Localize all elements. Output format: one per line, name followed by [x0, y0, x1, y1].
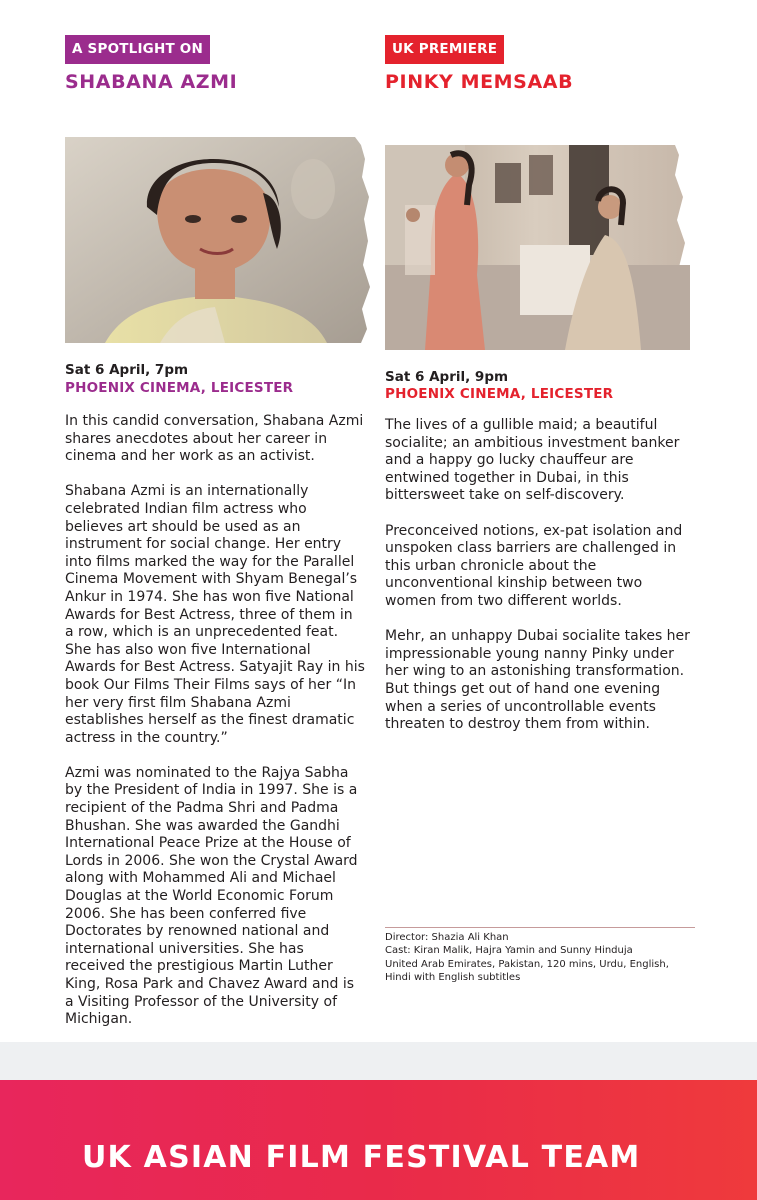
portrait-image: [65, 137, 372, 343]
right-paragraph: The lives of a gullible maid; a beautiful socialite; an ambitious investment banker and a happy go lucky chauffeur are entwined together in Dubai, in this bittersweet take on self-discovery.: [385, 417, 680, 504]
footer-title: UK ASIAN FILM FESTIVAL TEAM: [82, 1140, 641, 1175]
left-paragraph: Azmi was nominated to the Rajya Sabha by the President of India in 1997. She is a recipient of the Padma Shri and Padma Bhushan. She was awarded the Gandhi International Peace Prize at the House of Lords in 2006. She won the Crystal Award along with Mohammed Ali and Michael Douglas at the World Economic Forum 2006. She has been conferred five Doctorates by renowned national and international universities. She has received the prestigious Martin Luther King, Rosa Park and Chavez Award and is a Visiting Professor of the University of Michigan.: [65, 764, 358, 1028]
left-body-text: [65, 413, 365, 1046]
uk-premiere-tag: UK PREMIERE: [385, 35, 504, 64]
right-body-text: [385, 417, 695, 751]
footer-separator-band: [0, 1042, 757, 1080]
shabana-azmi-photo: [65, 137, 372, 343]
right-event-date: Sat 6 April, 9pm: [385, 369, 509, 385]
film-credits: [385, 927, 695, 984]
spotlight-tag: A SPOTLIGHT ON: [65, 35, 210, 64]
pinky-memsaab-still: [385, 145, 690, 350]
event-title-pinky-memsaab: PINKY MEMSAAB: [385, 71, 574, 93]
left-event-venue: PHOENIX CINEMA, LEICESTER: [65, 380, 294, 396]
credits-details: United Arab Emirates, Pakistan, 120 mins, Urdu, English, Hindi with English subtitles: [385, 958, 669, 983]
left-paragraph: Shabana Azmi is an internationally celebrated Indian film actress who believes art should be used as an instrument for social change. Her entry into films marked the way for the Parallel Cinema Movement with Shyam Benegal’s Ankur in 1974. She has won five National Awards for Best Actress, three of them in a row, which is an unprecedented feat. She has also won five International Awards for Best Actress. Satyajit Ray in his book Our Films Their Films says of her “In her very first film Shabana Azmi establishes herself as the finest dramatic actress in the country.”: [65, 483, 365, 746]
left-paragraph: In this candid conversation, Shabana Azmi shares anecdotes about her career in cinema and her work as an activist.: [65, 413, 364, 465]
event-title-shabana-azmi: SHABANA AZMI: [65, 71, 238, 93]
credits-director: Director: Shazia Ali Khan: [385, 932, 509, 943]
credits-cast: Cast: Kiran Malik, Hajra Yamin and Sunny Hinduja: [385, 945, 633, 957]
right-paragraph: Preconceived notions, ex-pat isolation and unspoken class barriers are challenged in this urban chronicle about the unconventional kinship between two women from two different worlds.: [385, 522, 683, 609]
right-event-venue: PHOENIX CINEMA, LEICESTER: [385, 386, 614, 402]
right-paragraph: Mehr, an unhappy Dubai socialite takes her impressionable young nanny Pinky under her wing to an astonishing transformation. But things get out of hand one evening when a series of uncontrollable events threaten to destroy them from within.: [385, 628, 690, 733]
left-event-date: Sat 6 April, 7pm: [65, 362, 189, 378]
film-still-image: [385, 145, 690, 350]
